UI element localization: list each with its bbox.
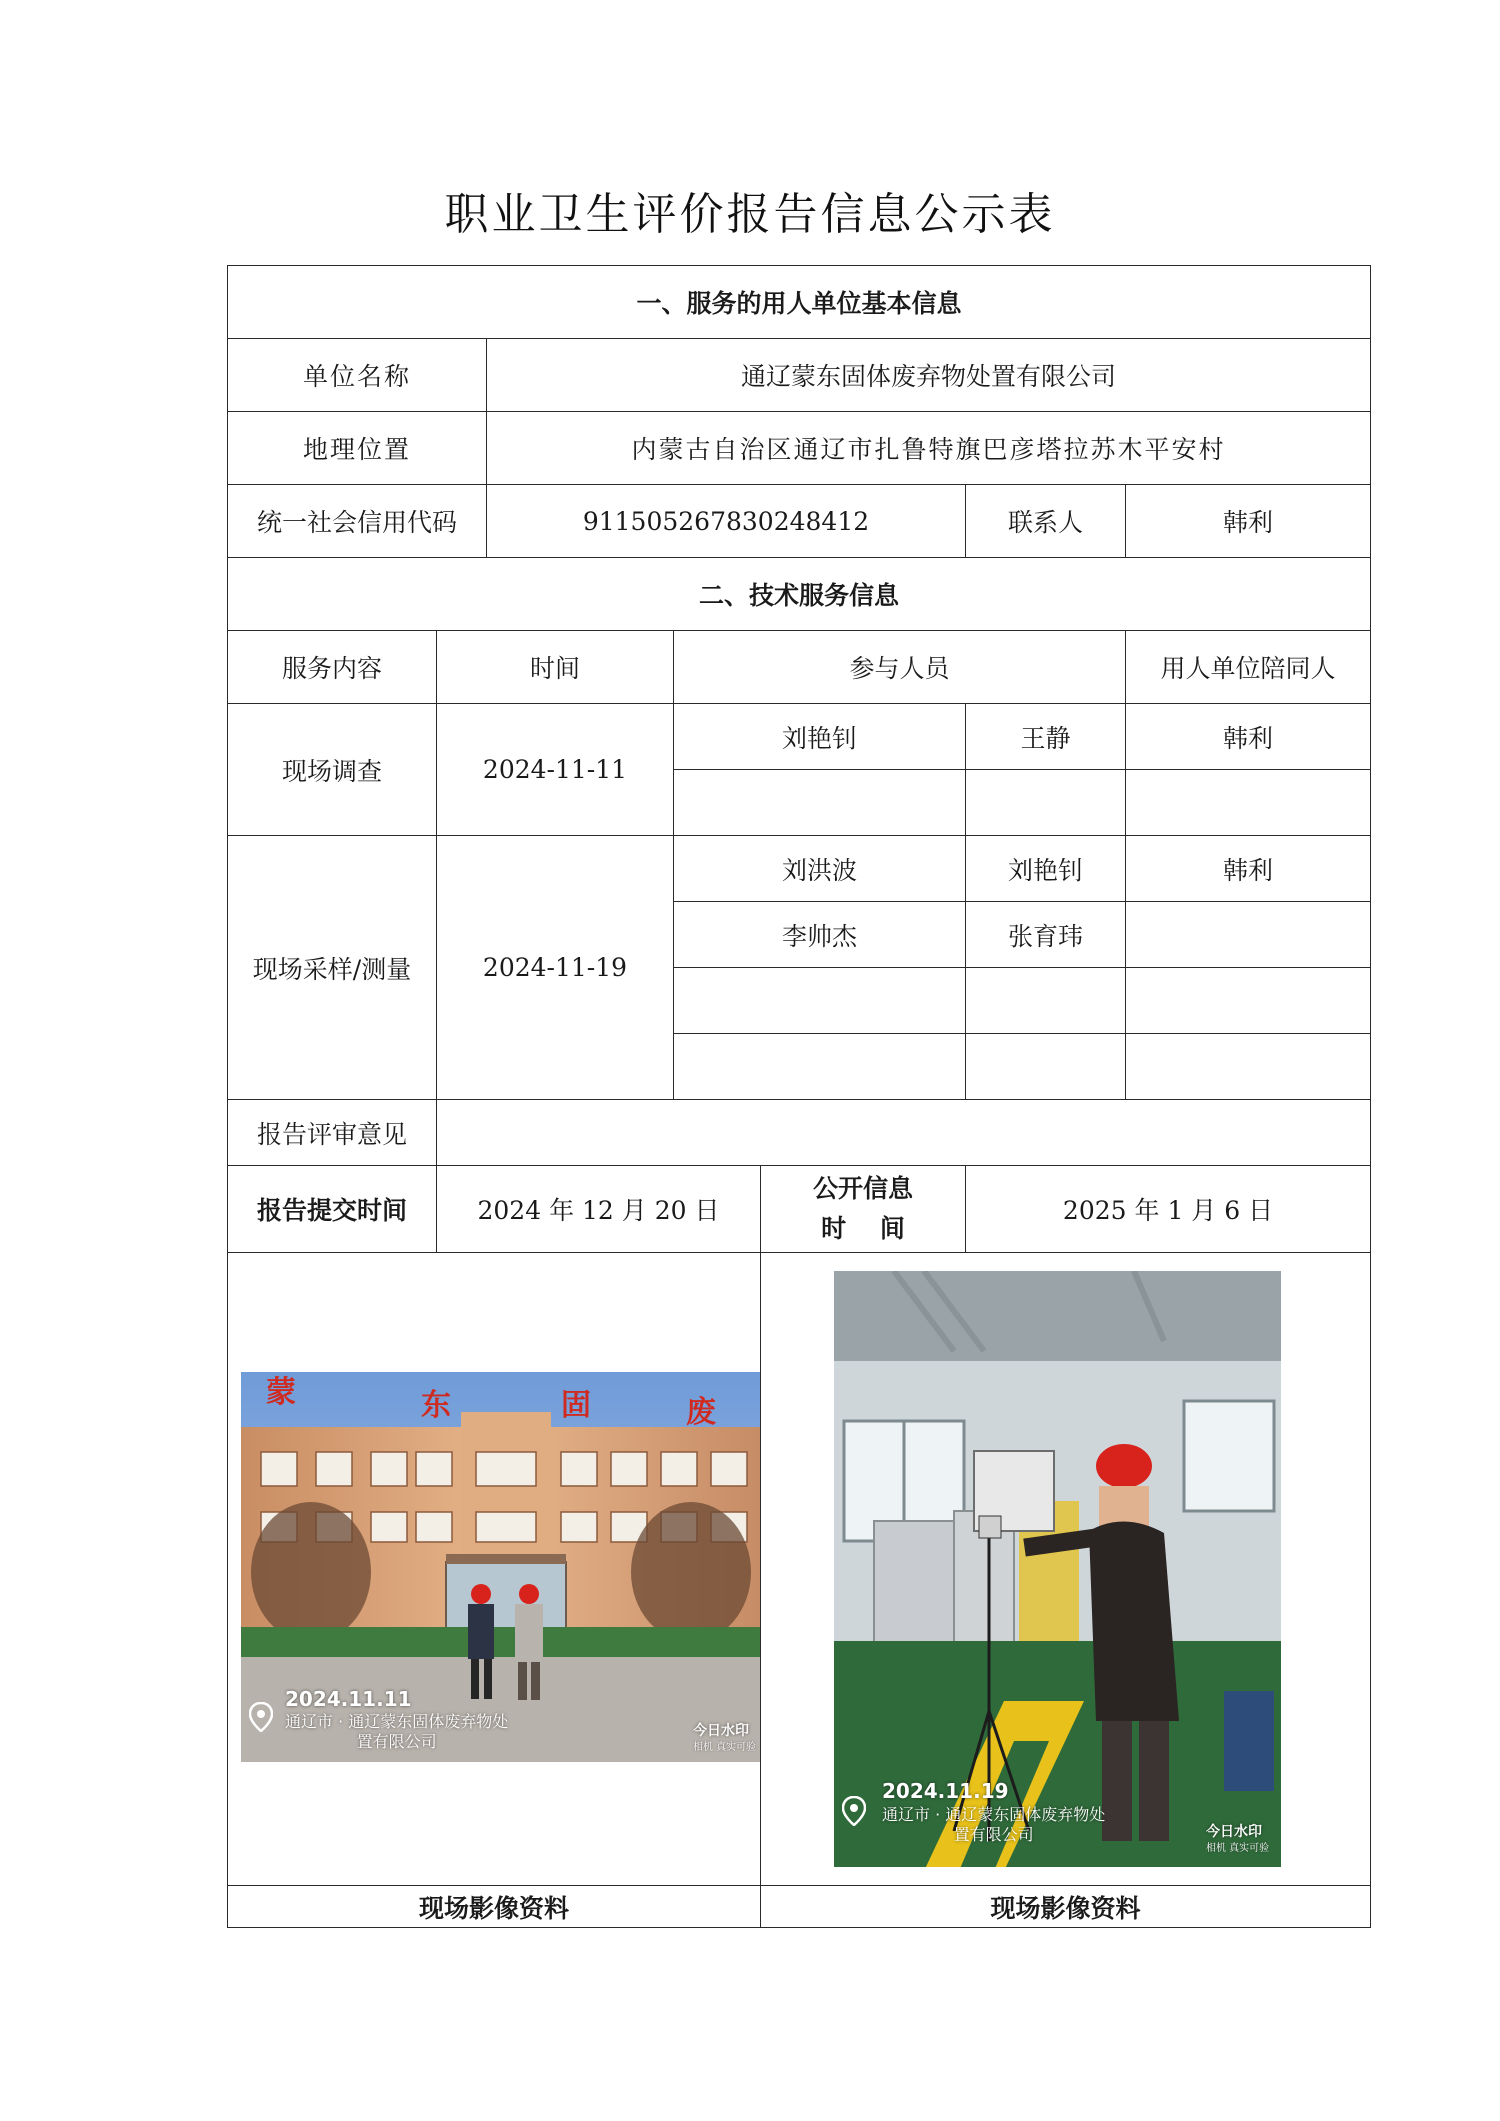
photo1-watermark-location bbox=[285, 1712, 508, 1752]
survey-empty-cell bbox=[1126, 770, 1371, 836]
photo-cell-left bbox=[228, 1253, 761, 1886]
sampling-participant-2: 刘艳钊 bbox=[966, 836, 1126, 902]
survey-escort: 韩利 bbox=[1126, 704, 1371, 770]
sampling-photo-image bbox=[834, 1271, 1281, 1867]
header-escort: 用人单位陪同人 bbox=[1126, 631, 1371, 704]
header-content: 服务内容 bbox=[228, 631, 437, 704]
survey-label: 现场调查 bbox=[228, 704, 437, 836]
info-table bbox=[227, 265, 1371, 1928]
sign-char-2: 东 bbox=[421, 1388, 451, 1423]
photo1-watermark-date: 2024.11.11 bbox=[285, 1687, 412, 1711]
location-label: 地理位置 bbox=[228, 412, 487, 485]
unit-name-label: 单位名称 bbox=[228, 339, 487, 412]
photo1-location-line1: 通辽市 · 通辽蒙东固体废弃物处 bbox=[285, 1712, 509, 1731]
submit-time-value: 2024 年 12 月 20 日 bbox=[437, 1166, 761, 1253]
public-time-label-line1: 公开信息 bbox=[812, 1174, 913, 1203]
sign-char-4: 废 bbox=[686, 1395, 716, 1430]
submit-time-label: 报告提交时间 bbox=[228, 1166, 437, 1253]
sampling-empty-cell bbox=[1126, 902, 1371, 968]
survey-empty-cell bbox=[966, 770, 1126, 836]
site-photo-building bbox=[241, 1372, 761, 1762]
photo-cell-right bbox=[761, 1253, 1371, 1886]
sampling-empty-cell bbox=[674, 1034, 966, 1100]
sampling-empty-cell bbox=[674, 968, 966, 1034]
location-pin-icon bbox=[249, 1702, 273, 1732]
sampling-empty-cell bbox=[1126, 968, 1371, 1034]
location-pin-icon bbox=[842, 1796, 866, 1826]
survey-participant-2: 王静 bbox=[966, 704, 1126, 770]
sampling-empty-cell bbox=[966, 968, 1126, 1034]
photo2-watermark-date: 2024.11.19 bbox=[882, 1779, 1009, 1803]
sampling-label: 现场采样/测量 bbox=[228, 836, 437, 1100]
section2-heading: 二、技术服务信息 bbox=[228, 558, 1371, 631]
page-title: 职业卫生评价报告信息公示表 bbox=[444, 189, 1056, 240]
photo2-watermark-brand-sub: 相机 真实可验 bbox=[1206, 1843, 1270, 1854]
photo2-location-line2: 置有限公司 bbox=[953, 1825, 1034, 1844]
sampling-empty-cell bbox=[1126, 1034, 1371, 1100]
photo1-watermark-brand: 今日水印 bbox=[693, 1723, 749, 1739]
sign-char-3: 固 bbox=[561, 1388, 591, 1423]
sampling-participant-1: 刘洪波 bbox=[674, 836, 966, 902]
review-label: 报告评审意见 bbox=[228, 1100, 437, 1166]
photo1-watermark-brand-sub: 相机 真实可验 bbox=[693, 1742, 757, 1753]
header-participants: 参与人员 bbox=[674, 631, 1126, 704]
section1-heading: 一、服务的用人单位基本信息 bbox=[228, 266, 1371, 339]
sign-char-1: 蒙 bbox=[266, 1375, 296, 1410]
review-value bbox=[437, 1100, 1371, 1166]
header-time: 时间 bbox=[437, 631, 674, 704]
contact-value: 韩利 bbox=[1126, 485, 1371, 558]
site-photo-sampling bbox=[834, 1271, 1281, 1867]
photo-caption-left: 现场影像资料 bbox=[228, 1886, 761, 1928]
sampling-participant-3: 李帅杰 bbox=[674, 902, 966, 968]
credit-code-label: 统一社会信用代码 bbox=[228, 485, 487, 558]
public-time-label bbox=[761, 1166, 966, 1253]
survey-empty-cell bbox=[674, 770, 966, 836]
credit-code-value: 911505267830248412 bbox=[487, 485, 966, 558]
public-time-value: 2025 年 1 月 6 日 bbox=[966, 1166, 1371, 1253]
photo1-location-line2: 置有限公司 bbox=[356, 1732, 437, 1751]
sampling-escort: 韩利 bbox=[1126, 836, 1371, 902]
photo2-watermark-brand: 今日水印 bbox=[1206, 1824, 1262, 1840]
photo2-watermark-location bbox=[882, 1805, 1105, 1845]
sampling-date: 2024-11-19 bbox=[437, 836, 674, 1100]
sampling-participant-4: 张育玮 bbox=[966, 902, 1126, 968]
public-time-label-line2: 时 间 bbox=[821, 1214, 905, 1243]
survey-date: 2024-11-11 bbox=[437, 704, 674, 836]
location-value: 内蒙古自治区通辽市扎鲁特旗巴彦塔拉苏木平安村 bbox=[487, 412, 1371, 485]
unit-name-value: 通辽蒙东固体废弃物处置有限公司 bbox=[487, 339, 1371, 412]
sampling-empty-cell bbox=[966, 1034, 1126, 1100]
photo-caption-right: 现场影像资料 bbox=[761, 1886, 1371, 1928]
survey-participant-1: 刘艳钊 bbox=[674, 704, 966, 770]
contact-label: 联系人 bbox=[966, 485, 1126, 558]
photo2-location-line1: 通辽市 · 通辽蒙东固体废弃物处 bbox=[882, 1805, 1106, 1824]
